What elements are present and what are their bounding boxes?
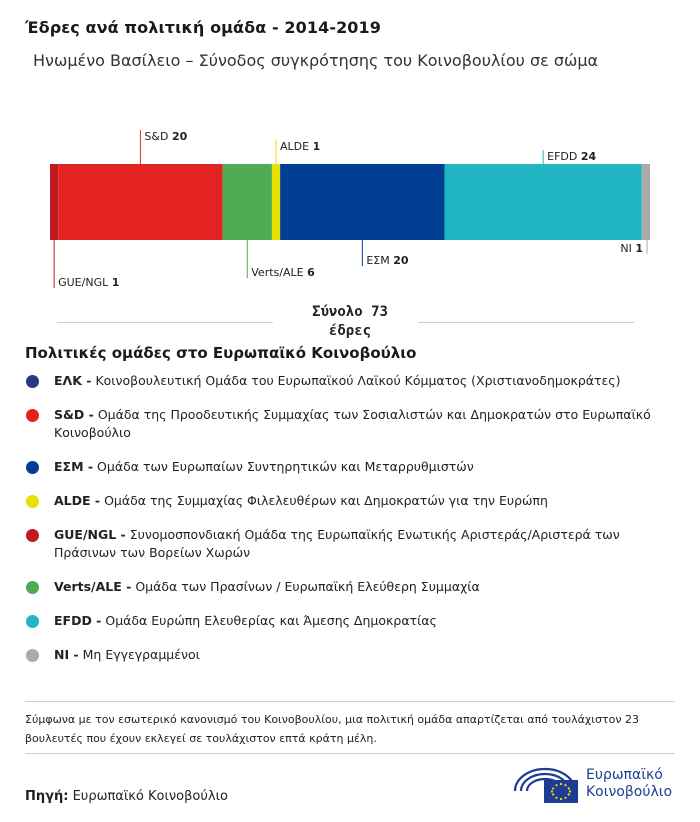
source-label: Πηγή:: [25, 789, 69, 804]
data-label-gue-ngl: GUE/NGL 1: [58, 276, 120, 289]
legend-dot: [26, 495, 39, 508]
legend-item-sd: [25, 406, 665, 442]
legend-desc: Ομάδα των Ευρωπαίων Συντηρητικών και Μεταρρυθμιστών: [97, 459, 474, 474]
legend-abbr: NI -: [54, 647, 79, 662]
legend-title: Πολιτικές ομάδες στο Ευρωπαϊκό Κοινοβούλιο: [25, 344, 417, 362]
legend-abbr: ΕΣΜ -: [54, 459, 94, 474]
legend-desc: Ομάδα της Προοδευτικής Συμμαχίας των Σοσιαλιστών και Δημοκρατών στο Ευρωπαϊκό Κοινοβούλιο: [54, 407, 651, 440]
footnote-divider-bottom: [25, 753, 675, 754]
legend-desc: Ομάδα της Συμμαχίας Φιλελευθέρων και Δημοκρατών για την Ευρώπη: [104, 493, 548, 508]
legend-abbr: GUE/NGL -: [54, 527, 126, 542]
chart-subtitle: Ηνωμένο Βασίλειο – Σύνοδος συγκρότησης του Κοινοβουλίου σε σώμα: [33, 51, 599, 70]
legend-dot: [26, 375, 39, 388]
source-value: Ευρωπαϊκό Κοινοβούλιο: [72, 789, 228, 804]
legend-abbr: S&D -: [54, 407, 94, 422]
legend-item-ecr: [25, 458, 665, 476]
legend-item-epp: [25, 372, 665, 390]
legend-dot: [26, 529, 39, 542]
bar-segment-gue-ngl: [50, 164, 58, 240]
data-label-alde: ALDE 1: [280, 140, 321, 153]
data-label-ni: NI 1: [620, 242, 643, 255]
legend-abbr: Verts/ALE -: [54, 579, 132, 594]
logo-line2: Κοινοβούλιο: [586, 784, 673, 800]
source: [25, 789, 228, 804]
legend-dot: [26, 581, 39, 594]
legend-abbr: EFDD -: [54, 613, 102, 628]
parliament-hemicycle-icon: [511, 763, 581, 805]
bar-segment-verts-ale: [223, 164, 272, 240]
legend-item-alde: [25, 492, 665, 510]
legend-dot: [26, 649, 39, 662]
bar-segment-alde: [272, 164, 280, 240]
footnote: Σύμφωνα με τον εσωτερικό κανονισμό του Κοινοβουλίου, μια πολιτική ομάδα απαρτίζεται από τουλάχιστον 23 βουλευτές που έχουν εκλεγεί σε τουλάχιστον επτά κράτη μέλη.: [25, 713, 639, 745]
data-label-s-d: S&D 20: [144, 130, 188, 143]
legend-desc: Ομάδα των Πρασίνων / Ευρωπαϊκή Ελεύθερη Συμμαχία: [135, 579, 480, 594]
bar-segment-s-d: [58, 164, 222, 240]
european-parliament-logo: [511, 763, 681, 805]
data-label-εσμ: ΕΣΜ 20: [366, 254, 409, 267]
legend-item-verts-ale: [25, 578, 665, 596]
total-seats-line1: Σύνολο 73: [312, 304, 388, 320]
legend: [25, 372, 665, 664]
legend-desc: Ομάδα Ευρώπη Ελευθερίας και Άμεσης Δημοκρατίας: [105, 613, 437, 628]
total-seats: [280, 303, 420, 341]
stacked-bar-chart: [0, 0, 700, 300]
logo-text: [586, 767, 672, 801]
legend-desc: Κοινοβουλευτική Ομάδα του Ευρωπαϊκού Λαϊκού Κόμματος (Χριστιανοδημοκράτες): [95, 373, 621, 388]
legend-desc: Μη Εγγεγραμμένοι: [82, 647, 200, 662]
data-label-efdd: EFDD 24: [547, 150, 597, 163]
legend-abbr: ALDE -: [54, 493, 101, 508]
footnote-divider-top: [25, 701, 675, 702]
legend-dot: [26, 409, 39, 422]
legend-item-efdd: [25, 612, 665, 630]
legend-abbr: ΕΛΚ -: [54, 373, 92, 388]
bar-segment-efdd: [445, 164, 642, 240]
data-label-verts-ale: Verts/ALE 6: [251, 266, 315, 279]
legend-dot: [26, 461, 39, 474]
total-divider-right: [418, 322, 634, 323]
bar-segment-εσμ: [280, 164, 444, 240]
legend-desc: Συνομοσπονδιακή Ομάδα της Ευρωπαϊκής Ενωτικής Αριστεράς/Αριστερά των Πράσινων των Βορείων Χωρών: [54, 527, 620, 560]
chart-title: Έδρες ανά πολιτική ομάδα - 2014-2019: [25, 18, 381, 37]
logo-line1: Ευρωπαϊκό: [586, 767, 663, 783]
total-divider-left: [57, 322, 273, 323]
legend-dot: [26, 615, 39, 628]
bar-segment-ni: [642, 164, 650, 240]
legend-item-ni: [25, 646, 665, 664]
total-seats-line2: έδρες: [328, 323, 372, 339]
legend-item-gue-ngl: [25, 526, 665, 562]
